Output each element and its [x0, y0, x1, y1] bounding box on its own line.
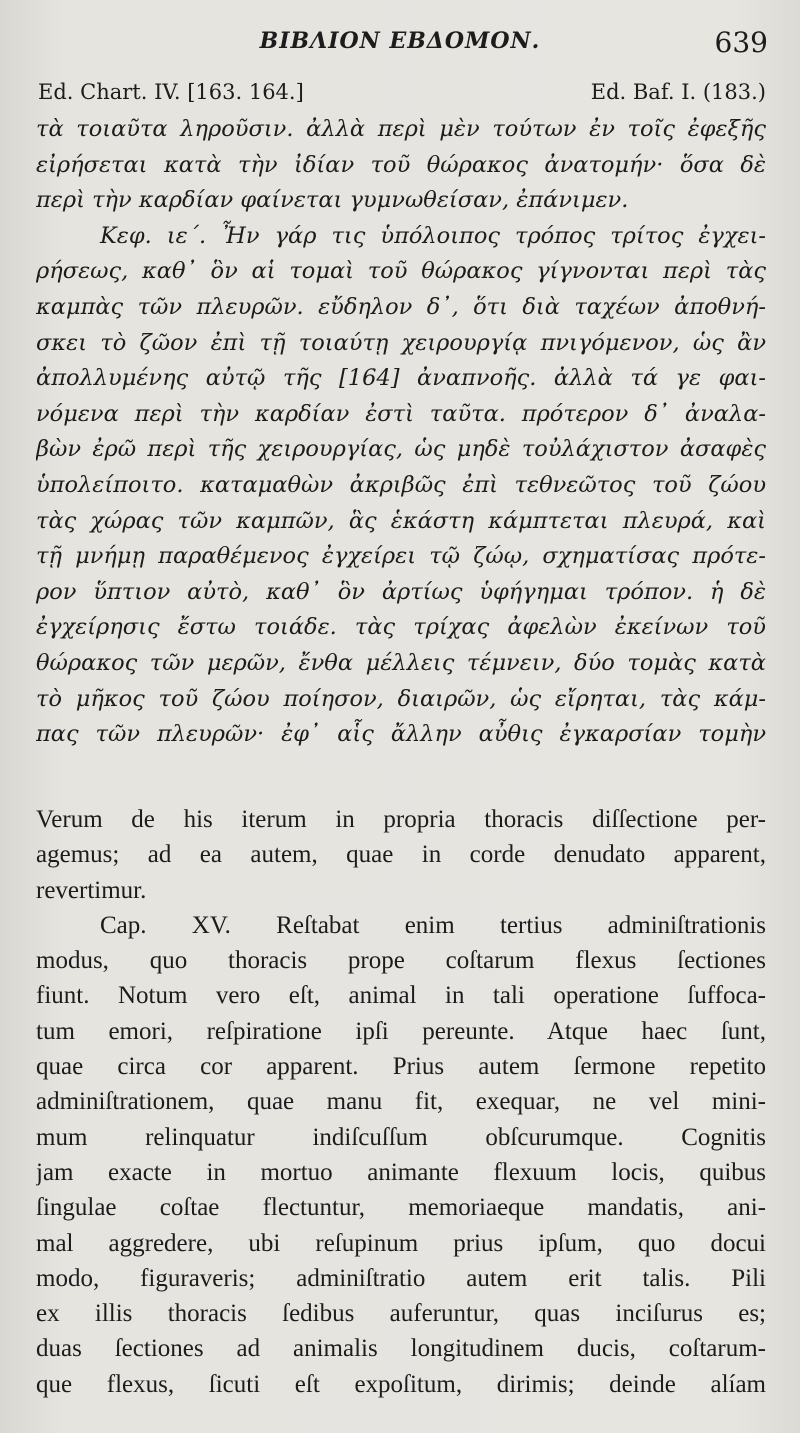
greek-line: πας τῶν πλευρῶν· ἐφ᾽ αἷς ἄλλην αὖθις ἐγκαρσίαν τομὴν [36, 721, 766, 748]
greek-line: ἀπολλυμένης αὐτῷ τῆς [164] ἀναπνοῆς. ἀλλὰ τά γε φαι- [36, 365, 766, 392]
greek-line: ρήσεως, καθ᾽ ὃν αἱ τομαὶ τοῦ θώρακος γίγνονται περὶ τὰς [36, 258, 766, 285]
latin-line: fiunt. Notum vero eſt, animal in tali operatione ſuffoca- [36, 982, 766, 1010]
latin-line: mal aggredere, ubi reſupinum prius ipſum, quo docui [36, 1229, 766, 1257]
latin-line: mum relinquatur indiſcuſſum obſcurumque. Cognitis [36, 1123, 766, 1151]
latin-line: adminiſtrationem, quae manu fit, exequar, ne vel mini- [36, 1088, 766, 1116]
latin-line: que flexus, ſicuti eſt expoſitum, dirimis; deinde alíam [36, 1370, 766, 1398]
greek-line: τὸ μῆκος τοῦ ζώου ποίησον, διαιρῶν, ὡς εἴρηται, τὰς κάμ- [36, 685, 766, 712]
latin-chapter-heading-line: Cap. XV. Reſtabat enim tertius adminiſtrationis [100, 911, 766, 939]
greek-line: σκει τὸ ζῶον ἐπὶ τῇ τοιαύτῃ χειρουργίᾳ πνιγόμενον, ὡς ἂν [36, 329, 766, 356]
greek-line: ἐγχείρησις ἔστω τοιάδε. τὰς τρίχας ἀφελὼν ἐκείνων τοῦ [36, 614, 766, 641]
greek-line: τὰ τοιαῦτα ληροῦσιν. ἀλλὰ περὶ μὲν τούτων ἐν τοῖς ἐφεξῆς [36, 116, 766, 142]
greek-line: τὰς χώρας τῶν καμπῶν, ἃς ἑκάστη κάμπτεται πλευρά, καὶ [36, 507, 766, 534]
greek-chapter-heading-line: Κεφ. ιε΄. Ἦν γάρ τις ὑπόλοιπος τρόπος τρίτος ἐγχει- [100, 222, 766, 249]
latin-line: revertimur. [36, 876, 147, 904]
latin-line: modus, quo thoracis prope coſtarum flexus ſectiones [36, 947, 766, 975]
greek-line: νόμενα περὶ τὴν καρδίαν ἐστὶ ταῦτα. πρότερον δ᾽ ἀναλα- [36, 400, 766, 427]
edition-reference-chartier: Ed. Chart. IV. [163. 164.] [38, 80, 304, 104]
greek-line: θώρακος τῶν μερῶν, ἔνθα μέλλεις τέμνειν, δύο τομὰς κατὰ [36, 649, 766, 676]
page-number: 639 [714, 26, 768, 59]
greek-line: τῇ μνήμῃ παραθέμενος ἐγχείρει τῷ ζώῳ, σχηματίσας πρότε- [36, 543, 766, 570]
latin-line: duas ſectiones ad animalis longitudinem ducis, coſtarum- [36, 1335, 766, 1363]
greek-text-block [36, 112, 766, 753]
latin-line: modo, figuraveris; adminiſtratio autem erit talis. Pili [36, 1264, 766, 1292]
greek-line: εἰρήσεται κατὰ τὴν ἰδίαν τοῦ θώρακος ἀνατομήν· ὅσα δὲ [36, 151, 766, 178]
latin-line: agemus; ad ea autem, quae in corde denudato apparent, [36, 841, 766, 869]
latin-line: Verum de his iterum in propria thoracis diſſectione per- [36, 806, 766, 833]
greek-line: περὶ τὴν καρδίαν φαίνεται γυμνωθείσαν, ἐπάνιμεν. [36, 187, 629, 214]
latin-text-block [36, 802, 766, 1402]
latin-line: ſingulae coſtae flectuntur, memoriaeque mandatis, ani- [36, 1194, 766, 1222]
greek-line: ρον ὕπτιον αὐτὸ, καθ᾽ ὃν ἀρτίως ὑφήγημαι τρόπον. ἡ δὲ [36, 578, 766, 605]
edition-reference-basel: Ed. Baf. I. (183.) [590, 80, 766, 104]
greek-line: βὼν ἐρῶ περὶ τῆς χειρουργίας, ὡς μηδὲ τοὐλάχιστον ἀσαφὲς [36, 436, 766, 463]
greek-line: καμπὰς τῶν πλευρῶν. εὔδηλον δ᾽, ὅτι διὰ ταχέων ἀποθνή- [36, 293, 766, 320]
latin-line: ex illis thoracis ſedibus auferuntur, quas inciſurus es; [36, 1300, 766, 1328]
latin-line: jam exacte in mortuo animante flexuum locis, quibus [36, 1158, 766, 1186]
latin-line: tum emori, reſpiratione ipſi pereunte. Atque haec ſunt, [36, 1017, 766, 1045]
latin-line: quae circa cor apparent. Prius autem ſermone repetito [36, 1053, 766, 1081]
greek-line: ὑπολείποιτο. καταμαθὼν ἀκριβῶς ἐπὶ τεθνεῶτος τοῦ ζώου [36, 471, 766, 498]
running-title: ΒΙΒΛΙΟΝ ΕΒΔΟΜΟΝ. [259, 28, 541, 54]
